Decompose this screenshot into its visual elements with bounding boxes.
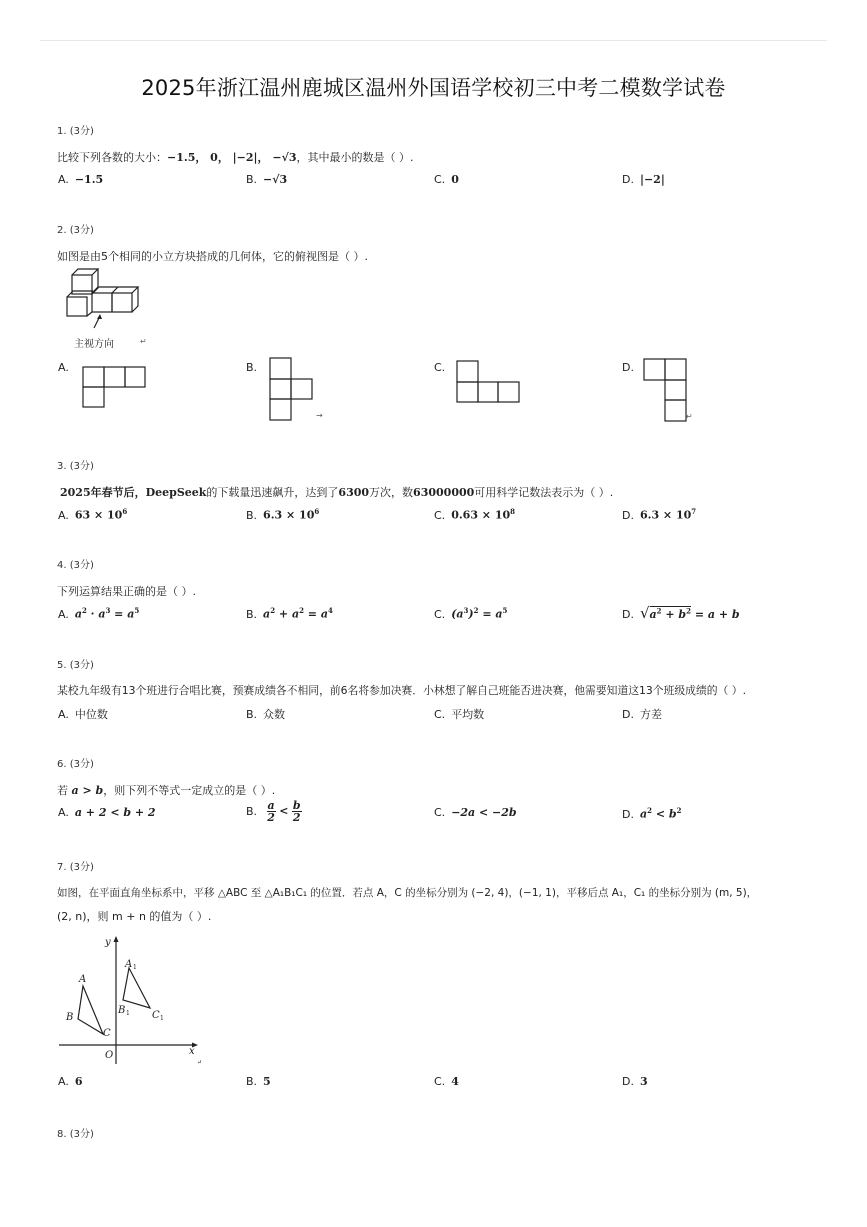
option-label: A. xyxy=(58,173,69,186)
question-5-stem: 某校九年级有13个班进行合唱比赛，预赛成绩各不相同，前6名将参加决赛．小林想了解自己班能否进决赛，他需要知道这13个班级成绩的（ ）. xyxy=(57,684,747,697)
q4-option-b[interactable] xyxy=(246,606,333,621)
option-label: A. xyxy=(58,508,69,522)
math-part: + b xyxy=(661,608,687,621)
q2-option-c-figure xyxy=(456,360,520,404)
q7-option-c[interactable] xyxy=(434,1075,459,1088)
q3-stem-4: 6300 xyxy=(338,486,370,499)
q3-option-d[interactable] xyxy=(622,507,696,522)
figure-mark: ↵ xyxy=(197,1059,203,1066)
option-label: A. xyxy=(58,607,69,621)
option-label: C. xyxy=(434,1075,446,1088)
option-exponent: 6 xyxy=(314,507,320,516)
top-divider xyxy=(40,40,827,41)
q2-cube-figure xyxy=(62,266,152,328)
option-label: B. xyxy=(246,173,258,186)
option-exponent: 7 xyxy=(691,507,697,516)
question-7-stem-line-2: (2, n)，则 m + n 的值为（ ）. xyxy=(57,910,212,923)
math-exp: 3 xyxy=(463,606,469,615)
y-axis-label: y xyxy=(105,937,111,948)
q2-option-d[interactable] xyxy=(622,361,640,374)
math-exp: 2 xyxy=(647,806,652,815)
y-axis-arrow xyxy=(114,936,119,942)
q2-option-b-figure xyxy=(269,357,313,421)
q3-option-c[interactable] xyxy=(434,507,515,522)
q7-option-b[interactable] xyxy=(246,1075,271,1088)
operator: < xyxy=(279,804,289,818)
math-part: a xyxy=(74,607,82,621)
q7-option-a[interactable] xyxy=(58,1075,82,1088)
q1-stem-math: −1.5， 0， |−2|， −√3 xyxy=(167,151,297,164)
fraction xyxy=(292,800,302,823)
q4-option-d[interactable] xyxy=(622,604,740,622)
q6-option-a[interactable] xyxy=(58,806,156,819)
option-label: B. xyxy=(246,708,258,721)
q3-stem-3: 的下载量迅速飙升，达到了 xyxy=(206,486,339,499)
option-value: 6 xyxy=(74,1075,83,1088)
option-exponent: 6 xyxy=(122,507,128,516)
point-c1-label: C xyxy=(152,1010,160,1021)
q2-caption-mark: ↵ xyxy=(140,337,147,346)
point-c1-subscript: 1 xyxy=(160,1015,164,1022)
math-exp: 2 xyxy=(656,606,662,616)
view-arrow-head xyxy=(97,314,102,319)
q5-option-a[interactable] xyxy=(58,706,108,722)
option-label: C. xyxy=(434,173,446,186)
math-exp: 2 xyxy=(473,606,479,615)
x-axis-label: x xyxy=(189,1046,195,1057)
q6-stem-math: a > b xyxy=(71,784,104,797)
question-4-number: 4. (3分) xyxy=(57,560,94,571)
option-base: 6.3 × 10 xyxy=(263,508,315,522)
q2-option-c[interactable] xyxy=(434,361,451,374)
q7-coordinate-figure xyxy=(56,932,206,1068)
fraction xyxy=(267,800,276,823)
point-b-label: B xyxy=(66,1012,74,1023)
math-part: = a xyxy=(110,607,135,621)
option-base: 63 × 10 xyxy=(74,508,123,522)
math-part: a xyxy=(263,607,271,621)
option-label: D. xyxy=(622,508,634,522)
math-exp: 5 xyxy=(502,606,508,615)
q3-stem-6: 63000000 xyxy=(413,486,475,499)
option-label: D. xyxy=(622,173,634,186)
option-label: C. xyxy=(434,361,446,374)
math-part: = a xyxy=(303,607,328,621)
option-value: 众数 xyxy=(263,708,286,721)
option-label: B. xyxy=(246,508,258,522)
math-exp: 3 xyxy=(105,606,111,615)
q6-option-d[interactable] xyxy=(622,806,681,821)
q3-stem-5: 万次，数 xyxy=(369,486,414,499)
q4-option-a[interactable] xyxy=(58,606,139,621)
question-3-number: 3. (3分) xyxy=(57,461,94,472)
q6-option-c[interactable] xyxy=(434,806,517,819)
question-6-stem xyxy=(57,782,275,798)
option-value: 0 xyxy=(451,173,459,186)
q1-stem-text: 比较下列各数的大小： xyxy=(57,151,167,164)
origin-label: O xyxy=(105,1050,114,1061)
question-7-number: 7. (3分) xyxy=(57,862,94,873)
option-label: A. xyxy=(58,361,69,374)
math-exp: 2 xyxy=(676,806,682,815)
q5-option-d[interactable] xyxy=(622,706,662,722)
option-label: A. xyxy=(58,806,69,819)
option-value: 中位数 xyxy=(74,708,108,721)
q6-option-b[interactable] xyxy=(246,800,302,823)
question-2-number: 2. (3分) xyxy=(57,225,94,236)
cube-front xyxy=(67,291,93,316)
option-value: a + 2 < b + 2 xyxy=(74,806,156,819)
question-2-stem: 如图是由5个相同的小立方块搭成的几何体，它的俯视图是（ ）. xyxy=(57,250,368,263)
option-value: −√3 xyxy=(263,173,288,186)
option-label: B. xyxy=(246,607,258,621)
math-part: a xyxy=(649,608,657,621)
q1-option-d[interactable] xyxy=(622,173,665,186)
triangle-a1b1c1 xyxy=(123,968,150,1008)
denominator: 2 xyxy=(292,811,301,824)
question-1-number: 1. (3分) xyxy=(57,126,94,137)
q3-stem-2: DeepSeek xyxy=(145,486,207,499)
option-value: 3 xyxy=(639,1075,648,1088)
option-label: C. xyxy=(434,508,446,522)
math-part: = a + b xyxy=(691,608,740,621)
option-label: B. xyxy=(246,361,258,374)
q5-option-c[interactable] xyxy=(434,706,484,722)
math-exp: 4 xyxy=(327,606,333,615)
option-base: 0.63 × 10 xyxy=(451,508,511,522)
option-label: C. xyxy=(434,708,446,721)
question-8-number: 8. (3分) xyxy=(57,1129,94,1140)
option-label: D. xyxy=(622,1075,634,1088)
q3-option-a[interactable] xyxy=(58,507,127,522)
point-c-label: C xyxy=(103,1028,111,1039)
option-label: A. xyxy=(58,708,69,721)
point-b1-subscript: 1 xyxy=(126,1010,130,1017)
option-label: D. xyxy=(622,361,634,374)
point-a-label: A xyxy=(79,974,87,985)
option-label: B. xyxy=(246,1075,258,1088)
option-label: D. xyxy=(622,708,634,721)
question-1-stem xyxy=(57,149,413,165)
q4-option-c[interactable] xyxy=(434,606,507,621)
q2-option-a-figure xyxy=(82,366,146,408)
q2-option-d-figure xyxy=(643,358,687,422)
numerator: a xyxy=(267,799,275,812)
triangle-abc xyxy=(78,986,103,1034)
option-value: −1.5 xyxy=(74,173,104,186)
question-7-stem-line-1: 如图，在平面直角坐标系中，平移 △ABC 至 △A₁B₁C₁ 的位置．若点 A，C 的坐标分别为 (−2, 4)，(−1, 1)，平移后点 A₁，C₁ 的坐标分别为 (m, 5)， xyxy=(57,887,758,899)
q6-stem-tail: ，则下列不等式一定成立的是（ ）. xyxy=(103,784,276,797)
option-label: C. xyxy=(434,607,446,621)
option-value: 方差 xyxy=(639,708,662,721)
question-6-number: 6. (3分) xyxy=(57,759,94,770)
option-label: B. xyxy=(246,804,258,818)
question-4-stem: 下列运算结果正确的是（ ）. xyxy=(57,585,196,598)
point-a1-subscript: 1 xyxy=(133,964,137,971)
q2-option-b-mark: → xyxy=(316,411,323,420)
q2-option-b[interactable] xyxy=(246,361,263,374)
q2-option-d-mark: ↵ xyxy=(686,412,693,421)
question-5-number: 5. (3分) xyxy=(57,660,94,671)
q2-option-a[interactable] xyxy=(58,361,75,374)
math-part: ) xyxy=(468,607,474,621)
option-label: D. xyxy=(622,807,634,821)
radicand xyxy=(650,606,691,621)
q3-stem-7: 可用科学记数法表示为（ ）. xyxy=(474,486,614,499)
math-exp: 2 xyxy=(270,606,276,615)
option-value: 平均数 xyxy=(451,708,485,721)
math-part: + a xyxy=(275,607,300,621)
option-label: A. xyxy=(58,1075,69,1088)
math-part: = a xyxy=(478,607,503,621)
q1-option-c[interactable] xyxy=(434,173,459,186)
option-label: D. xyxy=(622,608,634,621)
option-value: |−2| xyxy=(639,173,665,186)
option-exponent: 8 xyxy=(510,507,516,516)
math-exp: 2 xyxy=(81,606,87,615)
q5-option-b[interactable] xyxy=(246,706,285,722)
option-value: 4 xyxy=(451,1075,459,1088)
denominator: 2 xyxy=(267,811,275,824)
q1-option-b[interactable] xyxy=(246,173,287,186)
option-base: 6.3 × 10 xyxy=(639,508,692,522)
math-part: a xyxy=(639,807,648,821)
numerator: b xyxy=(292,799,301,812)
radical-sign: √ xyxy=(639,604,650,622)
q3-option-b[interactable] xyxy=(246,507,319,522)
option-value: 5 xyxy=(263,1075,271,1088)
q2-figure-caption: 主视方向 xyxy=(74,339,114,350)
q7-option-d[interactable] xyxy=(622,1075,648,1088)
page-title: 2025年浙江温州鹿城区温州外国语学校初三中考二模数学试卷 xyxy=(141,76,726,100)
math-exp: 2 xyxy=(686,606,691,616)
option-label: C. xyxy=(434,806,446,819)
q3-stem-1: 2025年春节后， xyxy=(60,486,146,499)
math-part: (a xyxy=(451,607,464,621)
point-a1-label: A xyxy=(125,959,133,970)
math-part: · a xyxy=(86,607,106,621)
q6-stem-text: 若 xyxy=(57,784,68,797)
q1-option-a[interactable] xyxy=(58,173,103,186)
point-b1-label: B xyxy=(118,1005,126,1016)
option-value: −2a < −2b xyxy=(451,806,517,819)
math-exp: 5 xyxy=(134,606,140,615)
q1-stem-tail: ，其中最小的数是（ ）. xyxy=(296,151,414,164)
math-part: < b xyxy=(651,807,677,821)
question-3-stem xyxy=(60,484,613,500)
math-exp: 2 xyxy=(299,606,304,615)
